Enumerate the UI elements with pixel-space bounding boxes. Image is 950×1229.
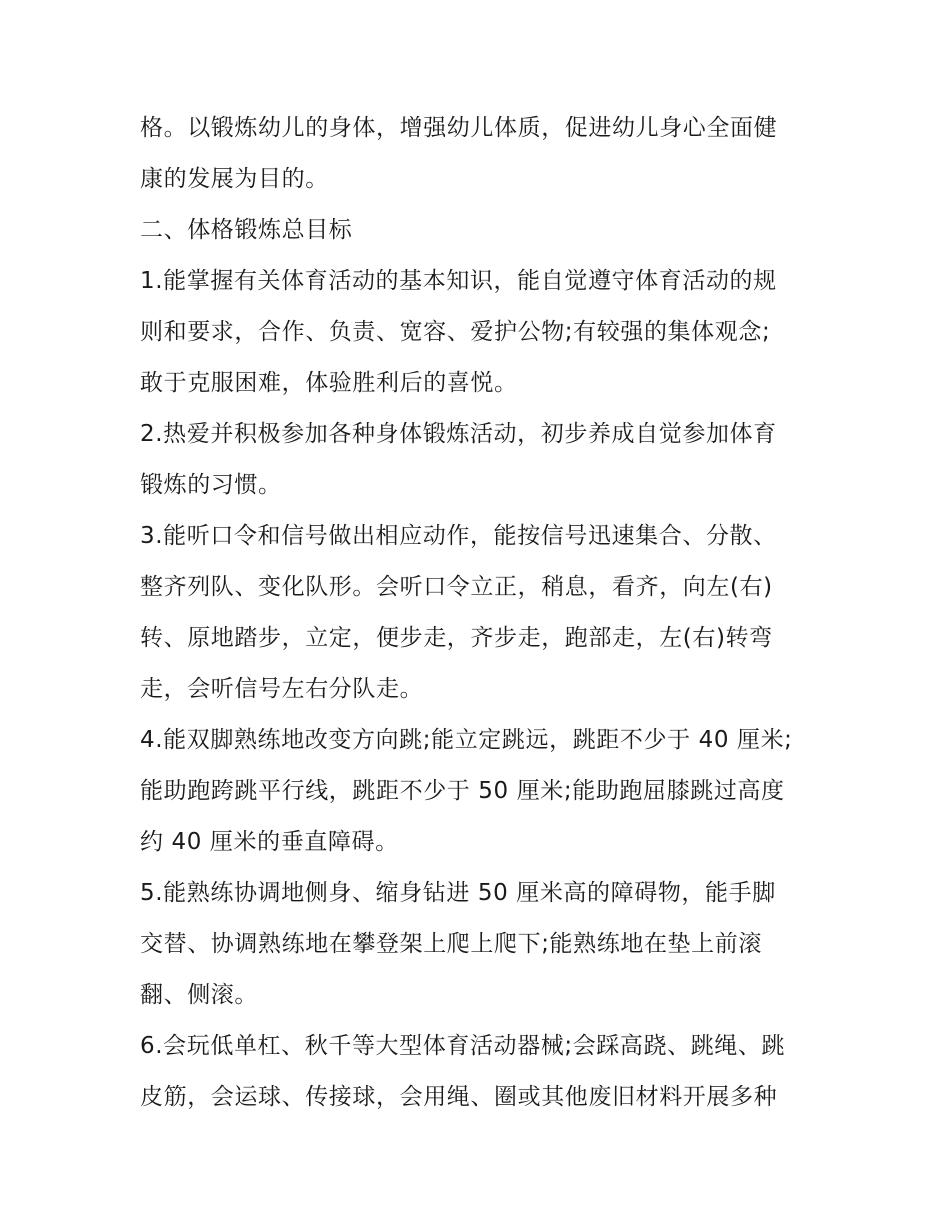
heading-text: 二、体格锻炼总目标 [140, 217, 353, 243]
goal-item-6 [140, 1021, 820, 1123]
goal-item-4 [140, 715, 820, 868]
text-line: 5.能熟练协调地侧身、缩身钻进 50 厘米高的障碍物，能手脚 [140, 880, 776, 906]
text-line: 翻、侧滚。 [140, 982, 258, 1008]
text-line: 1.能掌握有关体育活动的基本知识，能自觉遵守体育活动的规 [140, 268, 777, 294]
text-line: 能助跑跨跳平行线，跳距不少于 50 厘米;能助跑屈膝跳过高度 [140, 778, 785, 804]
text-line: 2.热爱并积极参加各种身体锻炼活动，初步养成自觉参加体育 [140, 421, 777, 447]
goal-item-5 [140, 868, 820, 1021]
text-line: 转、原地踏步，立定，便步走，齐步走，跑部走，左(右)转弯 [140, 625, 773, 651]
text-line: 锻炼的习惯。 [140, 472, 282, 498]
text-line: 皮筋，会运球、传接球，会用绳、圈或其他废旧材料开展多种 [140, 1084, 778, 1110]
text-line: 则和要求，合作、负责、宽容、爱护公物;有较强的集体观念; [140, 319, 771, 345]
text-line: 整齐列队、变化队形。会听口令立正，稍息，看齐，向左(右) [140, 574, 773, 600]
text-line: 敢于克服困难，体验胜利后的喜悦。 [140, 370, 518, 396]
text-line: 6.会玩低单杠、秋千等大型体育活动器械;会踩高跷、跳绳、跳 [140, 1033, 786, 1059]
goal-item-1 [140, 256, 820, 409]
text-line: 走，会听信号左右分队走。 [140, 676, 424, 702]
goal-item-2 [140, 409, 820, 511]
goal-item-3 [140, 511, 820, 715]
text-line: 4.能双脚熟练地改变方向跳;能立定跳远，跳距不少于 40 厘米; [140, 727, 793, 753]
text-line: 交替、协调熟练地在攀登架上爬上爬下;能熟练地在垫上前滚 [140, 931, 762, 957]
paragraph-intro [140, 103, 820, 205]
text-line: 康的发展为目的。 [140, 166, 329, 192]
text-line: 3.能听口令和信号做出相应动作，能按信号迅速集合、分散、 [140, 523, 777, 549]
text-line: 格。以锻炼幼儿的身体，增强幼儿体质，促进幼儿身心全面健 [140, 115, 778, 141]
text-line: 约 40 厘米的垂直障碍。 [140, 829, 399, 855]
document-body [140, 103, 820, 1123]
section-heading [140, 205, 820, 256]
